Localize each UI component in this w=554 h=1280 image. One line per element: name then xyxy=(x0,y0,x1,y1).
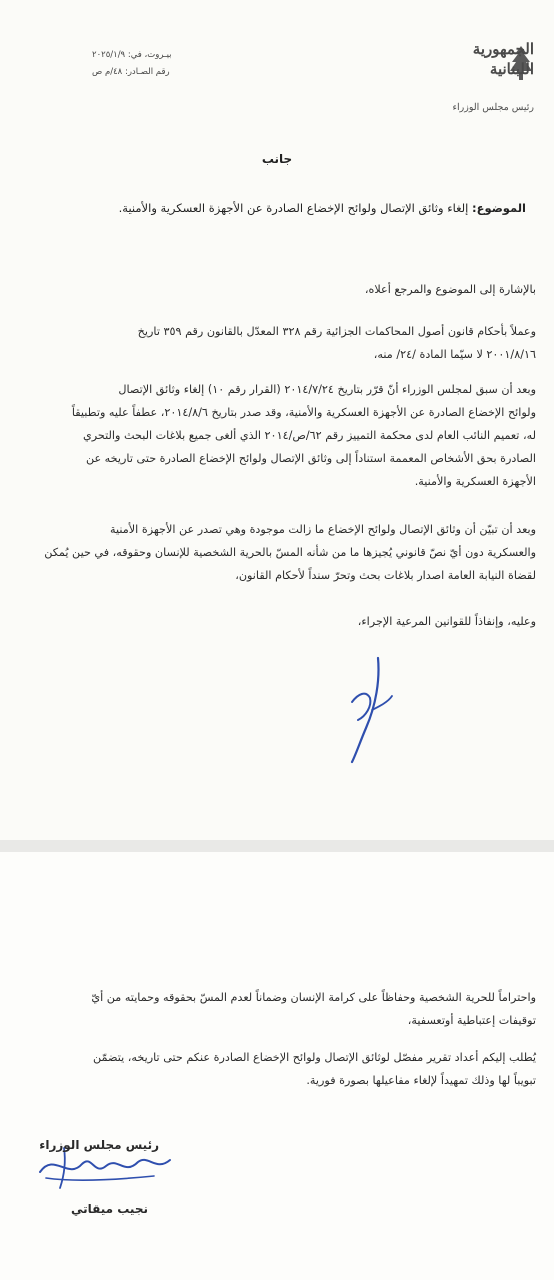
paragraph-therefore xyxy=(26,610,536,633)
paragraph-line: وبعد أن سبق لمجلس الوزراء أنّ قرّر بتاريخ ٢٠١٤/٧/٢٤ (القرار رقم ١٠) إلغاء وثائق الإتصال xyxy=(118,383,536,396)
republic-emblem xyxy=(414,36,534,126)
paragraph-line: ٢٠٠١/٨/١٦ لا سيّما المادة /٢٤/ منه، xyxy=(373,348,536,361)
paragraph-findings xyxy=(26,518,536,587)
subject-label: الموضوع: xyxy=(472,201,526,215)
paragraph-line: يُطلب إليكم أعداد تقرير مفصّل لوثائق الإتصال ولوائح الإخضاع الصادرة عنكم حتى تاريخه، يتضمّن xyxy=(93,1051,536,1064)
paragraph-request xyxy=(26,1046,536,1092)
paragraph-line: وبعد أن تبيّن أن وثائق الإتصال ولوائح الإخضاع ما زالت موجودة وهي تصدر عن الأجهزة الأمنية xyxy=(110,523,536,536)
handwritten-initials-signature xyxy=(336,650,396,770)
paragraph-line: الصادرة بحق الأشخاص المعممة استناداً إلى وثائق الإتصال ولوائح الإخضاع الصادرة حتى تاريخه عن xyxy=(85,452,536,465)
letter-date: بيـروت، في: ٢٠٢٥/١/٩ xyxy=(92,50,172,60)
paragraph-line: توقيفات إعتباطية أوتعسفية، xyxy=(407,1014,536,1027)
paragraph-line: والعسكرية دون أيّ نصّ قانوني يُجيزها ما من شأنه المسّ بالحرية الشخصية للإنسان وحقوقه، في حين يُمكن xyxy=(44,546,536,559)
signatory-name: نجيب ميقاتي xyxy=(70,1202,148,1216)
paragraph-cabinet-decision xyxy=(26,378,536,493)
letter-reference-number: رقم الصـادر: ٤٨/م ص xyxy=(92,67,170,77)
paragraph-law xyxy=(26,320,536,366)
paragraph-line: بالإشارة إلى الموضوع والمرجع أعلاه، xyxy=(364,283,536,296)
signatory-title: رئيس مجلس الوزراء xyxy=(39,1138,159,1152)
paragraph-line: لقضاة النيابة العامة اصدار بلاغات بحث وتحرّ سنداً لأحكام القانون، xyxy=(235,569,536,582)
emblem-office: رئيس مجلس الوزراء xyxy=(452,102,534,113)
subject-text: إلغاء وثائق الإتصال ولوائح الإخضاع الصادرة عن الأجهزة العسكرية والأمنية. xyxy=(118,201,469,215)
paragraph-reference xyxy=(26,278,536,301)
paragraph-line: وعملاً بأحكام قانون أصول المحاكمات الجزائية رقم ٣٢٨ المعدّل بالقانون رقم ٣٥٩ تاريخ xyxy=(137,325,536,338)
paragraph-line: ولوائح الإخضاع الصادرة عن الأجهزة العسكرية والأمنية، وقد صدر بتاريخ ٢٠١٤/٨/٦، عطفاً عليه وتطبيقاً xyxy=(71,406,536,419)
emblem-line-1: الجمهورية xyxy=(472,40,534,58)
paragraph-line: الأجهزة العسكرية والأمنية. xyxy=(414,475,536,488)
subject-line xyxy=(60,201,526,215)
recipient-heading: جانب xyxy=(261,152,293,166)
paragraph-line: واحتراماً للحرية الشخصية وحفاظاً على كرامة الإنسان وضماناً لعدم المسّ بحقوقه وحمايته من أيّ xyxy=(91,991,536,1004)
paragraph-line: له، تعميم النائب العام لدى محكمة التمييز رقم ٦٢/ص/٢٠١٤ الذي ألغى جميع بلاغات البحث والتحري xyxy=(82,429,536,442)
paragraph-freedom xyxy=(26,986,536,1032)
paragraph-line: وعليه، وإنفاذاً للقوانين المرعية الإجراء، xyxy=(357,615,536,628)
paragraph-line: تبويباً لها وذلك تمهيداً لإلغاء مفاعيلها بصورة فورية. xyxy=(306,1074,536,1087)
emblem-line-2: اللبنانية xyxy=(489,60,534,78)
